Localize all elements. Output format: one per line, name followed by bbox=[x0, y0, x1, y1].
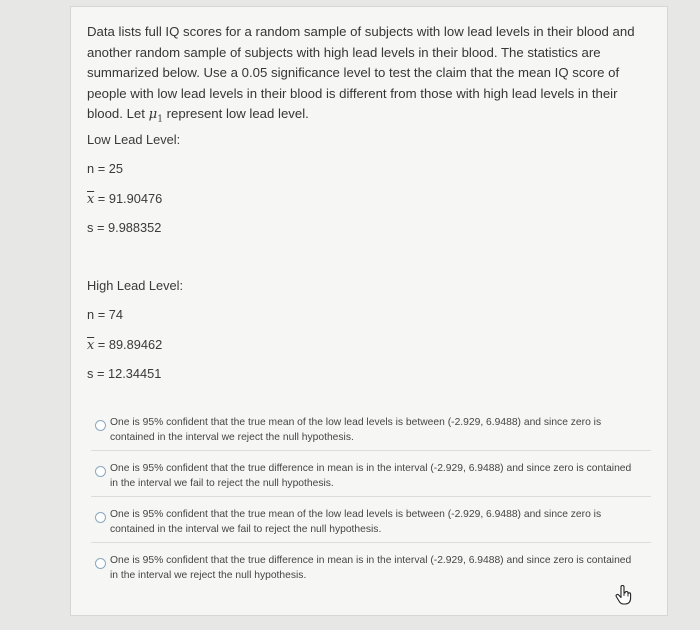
low-lead-n: n = 25 bbox=[87, 161, 123, 176]
answer-option[interactable] bbox=[91, 543, 651, 589]
answer-option-label: One is 95% confident that the true mean of the low lead levels is between (-2.929, 6.9488) and since zero is contained in the interval we fail to reject the null hypothesis. bbox=[110, 509, 602, 535]
high-lead-n: n = 74 bbox=[87, 307, 123, 322]
mu-symbol: $\mu_1$ bbox=[148, 107, 163, 125]
question-card bbox=[70, 6, 668, 616]
answer-option-label: One is 95% confident that the true difference in mean is in the interval (-2.929, 6.9488) and since zero is contained in the interval we fail to reject the null hypothesis. bbox=[110, 463, 632, 489]
low-lead-n-value: 25 bbox=[108, 161, 123, 176]
high-lead-sd-value: 12.34451 bbox=[108, 366, 162, 381]
low-lead-sd-value: 9.988352 bbox=[108, 220, 162, 235]
answer-option[interactable] bbox=[91, 405, 651, 451]
high-lead-title: High Lead Level: bbox=[87, 278, 184, 293]
answer-options bbox=[91, 405, 651, 589]
answer-option[interactable] bbox=[91, 497, 651, 543]
radio-button-icon[interactable] bbox=[95, 420, 106, 431]
high-lead-sd: s = 12.34451 bbox=[87, 366, 162, 381]
answer-option-label: One is 95% confident that the true mean of the low lead levels is between (-2.929, 6.9488) and since zero is contained in the interval we reject the null hypothesis. bbox=[110, 417, 602, 443]
high-lead-mean-value: 89.89462 bbox=[108, 337, 163, 352]
hand-pointer-icon bbox=[615, 585, 633, 605]
question-text bbox=[87, 22, 647, 130]
answer-option[interactable] bbox=[91, 451, 651, 497]
question-body: Data lists full IQ scores for a random sample of subjects with low lead levels in their blood and another random sample of subjects with high lead levels in their blood. The statistics are summarized below. Use a 0.05 significance level to test the claim that the mean IQ score of people with low lead levels in their blood is different from those with high lead levels in their blood. Let bbox=[87, 24, 635, 121]
low-lead-mean: $\overline{x} = 91.90476$ bbox=[87, 191, 163, 207]
radio-button-icon[interactable] bbox=[95, 466, 106, 477]
high-lead-mean: $\overline{x} = 89.89462$ bbox=[87, 337, 163, 353]
answer-option-label: One is 95% confident that the true difference in mean is in the interval (-2.929, 6.9488) and since zero is contained in the interval we reject the null hypothesis. bbox=[110, 555, 632, 581]
radio-button-icon[interactable] bbox=[95, 512, 106, 523]
question-mu-suffix: represent low lead level. bbox=[166, 106, 309, 121]
low-lead-title: Low Lead Level: bbox=[87, 132, 181, 147]
xbar-symbol: $\overline{x}$ bbox=[87, 192, 95, 207]
low-lead-sd: s = 9.988352 bbox=[87, 220, 162, 235]
xbar-symbol: $\overline{x}$ bbox=[87, 338, 95, 353]
radio-button-icon[interactable] bbox=[95, 558, 106, 569]
low-lead-mean-value: 91.90476 bbox=[108, 191, 163, 206]
high-lead-n-value: 74 bbox=[108, 307, 123, 322]
